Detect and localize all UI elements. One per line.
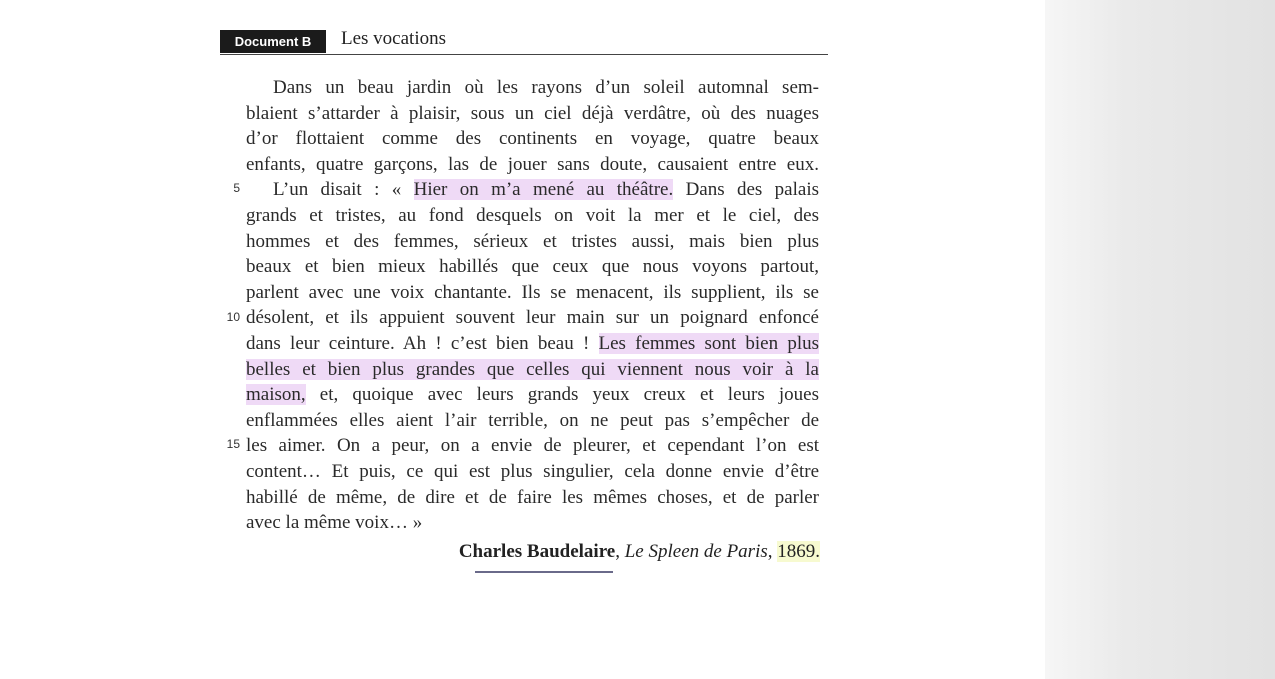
highlighted-text: Hier on m’a mené au théâtre.: [413, 179, 674, 201]
citation-separator: ,: [615, 541, 625, 562]
line-number-5: 5: [233, 181, 240, 195]
highlighted-text: Les femmes sont bien plus: [598, 332, 819, 354]
pen-underline-mark: [475, 571, 613, 573]
text-line: grands et tristes, au fond desquels on voit la mer et le ciel, des: [246, 204, 819, 226]
text-line: [246, 177, 819, 203]
document-title: Les vocations: [341, 28, 447, 49]
citation-author: Charles Baudelaire: [458, 541, 616, 562]
text-segment: dans leur ceinture. Ah ! c’est bien beau !: [246, 332, 599, 354]
text-line: désolent, et ils appuient souvent leur main sur un poignard enfoncé: [246, 307, 819, 329]
text-line: content… Et puis, ce qui est plus singulier, cela donne envie d’être: [246, 460, 819, 482]
citation-separator: ,: [767, 541, 778, 562]
text-line: blaient s’attarder à plaisir, sous un ciel déjà verdâtre, où des nuages: [246, 102, 819, 124]
line-number-15: 15: [226, 437, 240, 451]
text-segment: et, quoique avec leurs grands yeux creux et leurs joues: [305, 384, 819, 406]
document-label: Document B: [220, 30, 326, 53]
page-edge-shadow: [1045, 0, 1275, 679]
text-body: [246, 75, 819, 536]
header-rule: [220, 54, 828, 55]
citation: [459, 541, 820, 563]
highlighted-text: maison,: [246, 384, 306, 406]
text-line: parlent avec une voix chantante. Ils se menacent, ils supplient, ils se: [246, 281, 819, 303]
text-line: hommes et des femmes, sérieux et tristes aussi, mais bien plus: [246, 230, 819, 252]
text-line: avec la même voix… »: [246, 512, 423, 534]
text-line: d’or flottaient comme des continents en voyage, quatre beaux: [246, 128, 819, 150]
text-line: [246, 331, 819, 357]
text-line: beaux et bien mieux habillés que ceux que nous voyons partout,: [246, 256, 819, 278]
text-segment: L’un disait : «: [273, 179, 414, 201]
text-line: Dans un beau jardin où les rayons d’un soleil automnal sem-: [273, 77, 819, 98]
text-line: les aimer. On a peur, on a envie de pleurer, et cependant l’on est: [246, 435, 819, 457]
text-line: enfants, quatre garçons, las de jouer sans doute, causaient entre eux.: [246, 153, 819, 175]
text-segment: Dans des palais: [673, 179, 819, 201]
text-line: enflammées elles aient l’air terrible, on ne peut pas s’empêcher de: [246, 409, 819, 431]
text-line: [246, 382, 819, 408]
line-number-10: 10: [226, 310, 240, 324]
text-line: habillé de même, de dire et de faire les mêmes choses, et de parler: [246, 486, 819, 508]
citation-year: 1869.: [777, 541, 820, 562]
citation-work: Le Spleen de Paris: [624, 541, 768, 562]
text-line: [246, 357, 819, 383]
highlighted-text: belles et bien plus grandes que celles qui viennent nous voir à la: [246, 358, 819, 380]
